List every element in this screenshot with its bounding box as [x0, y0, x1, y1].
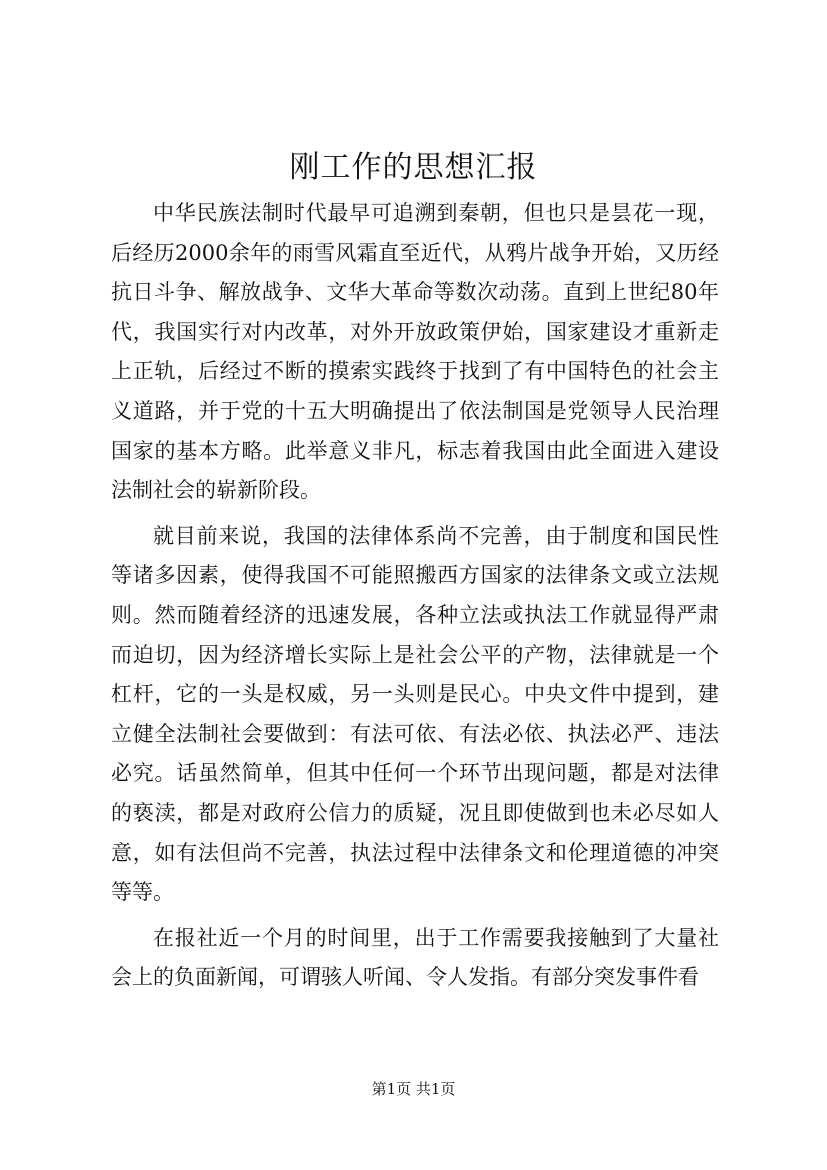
paragraph: 就目前来说，我国的法律体系尚不完善，由于制度和国民性等诸多因素，使得我国不可能照搬西方国家的法律条文或立法规则。然而随着经济的迅速发展，各种立法或执法工作就显得严肃而迫切，因为经济增长实际上是社会公平的产物，法律就是一个杠杆，它的一头是权威，另一头则是民心。中央文件中提到，建立健全法制社会要做到：有法可依、有法必依、执法必严、违法必究。话虽然简单，但其中任何一个环节出现问题，都是对法律的亵渎，都是对政府公信力的质疑，况且即使做到也未必尽如人意，如有法但尚不完善，执法过程中法律条文和伦理道德的冲突等等。	[111, 523, 719, 905]
paragraph: 中华民族法制时代最早可追溯到秦朝，但也只是昙花一现，后经历2000余年的雨雪风霜直至近代，从鸦片战争开始，又历经抗日斗争、解放战争、文华大革命等数次动荡。直到上世纪80年代，我国实行对内改革，对外开放政策伊始，国家建设才重新走上正轨，后经过不断的摸索实践终于找到了有中国特色的社会主义道路，并于党的十五大明确提出了依法制国是党领导人民治理国家的基本方略。此举意义非凡，标志着我国由此全面进入建设法制社会的崭新阶段。	[111, 201, 719, 503]
paragraph: 在报社近一个月的时间里，出于工作需要我接触到了大量社会上的负面新闻，可谓骇人听闻、令人发指。有部分突发事件看	[111, 925, 719, 990]
page-footer: 第1页 共1页	[371, 1080, 456, 1098]
document-body	[111, 194, 719, 1004]
document-title: 刚工作的思想汇报	[289, 150, 538, 185]
